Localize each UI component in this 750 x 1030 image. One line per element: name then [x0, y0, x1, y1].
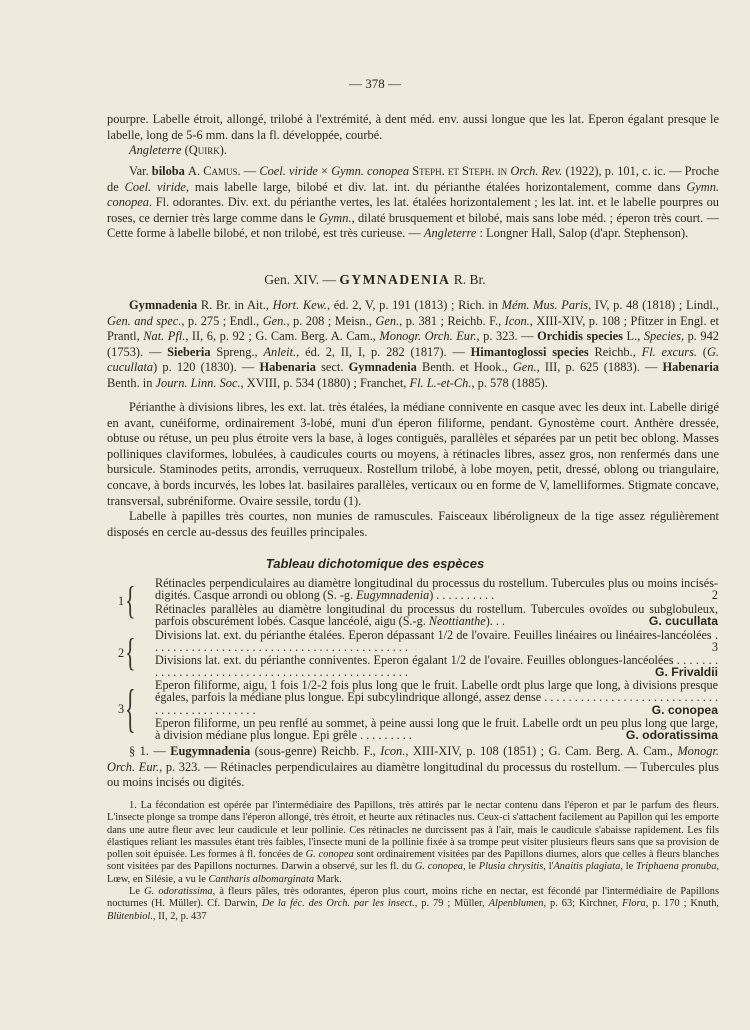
key-title: Tableau dichotomique des espèces — [265, 556, 485, 571]
key-lead-destination: G. cucullata — [648, 614, 718, 629]
description-paragraph — [107, 400, 719, 540]
key-lead-leader: ) . . . . . . . . . . — [429, 588, 495, 603]
footnote-2-run: , p. 170 ; Knuth, — [645, 898, 719, 910]
synonymy-run: Habenaria — [662, 360, 719, 375]
footnote-2 — [107, 886, 719, 923]
footnote-2-run: Le — [129, 886, 145, 898]
footnote-2-run: Blütenbiol. — [107, 910, 153, 922]
synonymy-run: Gymnadenia — [129, 298, 198, 312]
synonymy-run: Gymnadenia — [348, 360, 417, 375]
footnote-1-run: , Lœw, en Silésie, a vu le — [107, 861, 720, 885]
synonymy-run: Habenaria — [259, 360, 316, 375]
description-text-2: Labelle à papilles très courtes, non munies de ramuscules. Faisceaux libéroligneux de la tige assez régulièrement disposés en cercle au-dessus des feuilles principales. — [107, 509, 719, 539]
key-lead — [155, 629, 718, 654]
synonymy-run: , p. 323. — — [476, 329, 538, 344]
key-lead-text: Rétinacles perpendiculaires au diamètre longitudinal du processus du rostellum. Tubercules plus ou moins incisés-digités. Casque arrondi ou oblong (S. -g. — [155, 576, 718, 603]
synonymy-run: Gen. — [262, 313, 287, 328]
synonymy-run: Himantoglossi species — [470, 344, 589, 359]
key-lead-destination: G. Frivaldii — [655, 665, 718, 680]
footnote-1-run: Anaitis plagiata — [553, 861, 621, 873]
footnote-1-run: G. conopea — [305, 849, 354, 861]
synonymy-run: ( — [696, 344, 707, 359]
key-lead-subgenus: Eugymnadenia — [356, 588, 430, 603]
synonymy-run: L., — [623, 329, 644, 344]
footnote-1-run: , le — [463, 861, 479, 873]
synonymy-run: Gen. — [512, 360, 537, 375]
key-lead-text: Eperon filiforme, un peu renflé au sommet, à peine aussi long que le fruit. Labelle ordt un peu plus long que large, à division médiane plus longue. Epi grêle . . . . . . . . . — [155, 716, 718, 743]
key-lead-subgenus: Neottianthe — [428, 614, 486, 629]
key-lead — [155, 717, 718, 742]
footnote-1-run: Triphaena pronuba — [636, 861, 717, 873]
key-brace: { — [125, 577, 136, 623]
key-lead — [155, 577, 718, 602]
key-lead-text: Eperon filiforme, aigu, 1 fois 1/2-2 fois plus long que le fruit. Labelle ordt plus large que long, à divisions presque égales, parfois la médiane plus longue. Epi subcylindrique allongé, assez dense . . . . . . . . . . . . . . . . . . . . . . . . . . . . . . . . . . . . . . . . . . . . . . — [155, 678, 718, 717]
footnote-1-run: , l' — [543, 861, 554, 873]
synonymy-run: , p. 578 (1885). — [471, 375, 548, 390]
synonymy-run: , IV, p. 48 (1818) ; Lindl., — [588, 298, 719, 312]
synonymy-run: , III, p. 625 (1883). — — [536, 360, 663, 375]
footnote-2-run: G. odoratissima — [144, 886, 213, 898]
section-run: (sous-genre) Reichb. F., — [250, 744, 381, 758]
footnote-2-run: Flora — [622, 898, 646, 910]
key-lead-leader: ). . . — [485, 614, 505, 629]
footnote-2-run: Alpenblumen — [488, 898, 544, 910]
footnote-2-run: , p. 79 ; Müller, — [414, 898, 489, 910]
synonymy-run: , XIII-XIV, p. 108 ; Pfitzer in Engl. et Prantl, — [107, 313, 719, 344]
synonymy-run: Gen. — [375, 313, 400, 328]
synonymy-run: Species — [643, 329, 681, 344]
key-lead-text: Divisions lat. ext. du périanthe conniventes. Eperon égalant 1/2 de l'ovaire. Feuilles oblongues-lancéolées . . . . . . . . . . . . . . . . . . . . . . . . . . . . . . . . . . . . . . . . . . . . . . . . . — [155, 653, 718, 680]
synonymy-run: Orchidis species — [537, 329, 623, 344]
key-couplet-number: 1 — [117, 594, 125, 608]
synonymy-run: Anleit. — [263, 344, 297, 359]
footnote-1-run: Mark. — [314, 873, 342, 885]
key-lead-destination: 3 — [711, 640, 718, 655]
synonymy-run: Fl. L.-et-Ch. — [409, 375, 472, 390]
intro-distribution: Angleterre (Quirk). — [129, 143, 227, 158]
synonymy-run: Fl. excurs. — [641, 344, 697, 359]
section-run: Eugymnadenia — [170, 744, 251, 758]
key-lead-destination: G. odoratissima — [625, 728, 718, 743]
footnote-1-run: 1. La fécondation est opérée par l'intermédiaire des Papillons, très attirés par le nectar contenu dans l'éperon et par le parfum des fleurs. L'insecte plonge sa trompe dans l'éperon allongé, très étroit, et heurte aux rétinacles nus. Ceux-ci s'attachent facilement au Papillon qui les emporte dans une autre fleur avec leur caudicule et leur pollinie. Ces rétinacles ne durcissent pas à l'air, mais le caudicule s'abaisse rapidement. Les fils élastiques reliant les massules étant très faibles, l'insecte muni de la pollinie fixée à sa trompe peut visiter plusieurs fleurs sans que sa provision de pollen soit épuisée. Les formes à fl. foncées de — [107, 800, 719, 861]
footnotes — [107, 800, 719, 923]
section-run: § 1. — — [129, 744, 171, 758]
footnote-2-run: , à fleurs pâles, très odorantes, éperon plus court, moins riche en nectar, est fécondé par l'intermédiaire de Papillons nocturnes (H. Müller). Cf. Darwin, — [107, 886, 719, 910]
key-brace: { — [125, 629, 136, 675]
key-couplet-number: 2 — [117, 646, 125, 660]
synonymy-paragraph — [107, 298, 719, 392]
intro-paragraph — [107, 112, 719, 159]
footnote-1 — [107, 800, 719, 886]
synonymy-text — [107, 298, 719, 392]
subgenus-text — [107, 744, 719, 791]
key-lead — [155, 654, 718, 679]
synonymy-run: , p. 208 ; Meisn., — [286, 313, 376, 328]
synonymy-run: R. Br. in Ait., — [197, 298, 273, 312]
synonymy-run: ) p. 120 (1830). — — [153, 360, 260, 375]
synonymy-run: , XVIII, p. 534 (1880) ; Franchet, — [240, 375, 410, 390]
synonymy-run: Benth. et Hook., — [416, 360, 513, 375]
synonymy-run: Journ. Linn. Soc. — [155, 375, 241, 390]
footnote-2-run: , p. 63; Kirchner, — [543, 898, 623, 910]
synonymy-run: Benth. in — [107, 375, 156, 390]
key-brace: { — [125, 677, 136, 738]
variety-paragraph — [107, 164, 719, 242]
key-lead — [155, 679, 718, 716]
section-run: Monogr. Orch. Eur. — [107, 744, 720, 774]
section-run: , XIII-XIV, p. 108 (1851) ; G. Cam. Berg. A. Cam., — [405, 744, 678, 758]
synonymy-run: G. cucullata — [107, 344, 719, 375]
synonymy-run: Sieberia — [167, 344, 211, 359]
footnote-2-run: , II, 2, p. 437 — [152, 910, 207, 922]
key-lead — [155, 603, 718, 628]
synonymy-run: Icon. — [504, 313, 530, 328]
synonymy-run: , p. 381 ; Reichb. F., — [399, 313, 505, 328]
synonymy-run: Mém. Mus. Paris — [501, 298, 589, 312]
key-lead-destination: 2 — [711, 588, 718, 603]
key-lead-text: Divisions lat. ext. du périanthe étalées. Eperon dépassant 1/2 de l'ovaire. Feuilles linéaires ou linéaires-lancéolées . . . . . . . . . . . . . . . . . . . . . . . . . . . . . . . . . . . . . . . . . . . — [155, 628, 718, 655]
synonymy-run: Gen. and spec. — [107, 313, 182, 328]
variety-text: Var. biloba A. Camus. — Coel. viride × Gymn. conopea Steph. et Steph. in Orch. Rev. (1922), p. 101, c. ic. — Proche de Coel. viride, mais labelle large, bilobé et div. lat. int. du périanthe étalées horizontalement, comme dans Gymn. conopea. Fl. odorantes. Div. ext. du périanthe vertes, les lat. étalées horizontalement ; les lat. int. et le labelle pourpres ou roses, ce dernier très large comme dans le Gymn., dilaté brusquement et bilobé, mais sans lobe méd. ; éperon très court. — Cette forme à labelle bilobé, et non trilobé, est très curieuse. — Angleterre : Longner Hall, Salop (d'apr. Stephenson). — [107, 164, 720, 241]
synonymy-run: Spreng., — [210, 344, 264, 359]
section-run: , p. 323. — Rétinacles perpendiculaires au diamètre longitudinal du processus du rostellum. — Tubercules plus ou moins incisés ou digités. — [107, 759, 720, 790]
page-number: — 378 — — [349, 76, 401, 91]
synonymy-run: , éd. 2, V, p. 191 (1813) ; Rich. in — [327, 298, 502, 312]
footnote-2-run: De la féc. des Orch. par les insect. — [261, 898, 415, 910]
description-text: Périanthe à divisions libres, les ext. lat. très étalées, la médiane connivente en casque avec les deux int. Labelle dirigé en avant, cunéiforme, ordinairement 3-lobé, muni d'un éperon filiforme, pendant. Gynostème court. Anthère dressée, obtuse ou rétuse, un peu plus étroite vers la base, à loges contiguës, parallèles et séparées par un petit bec oblong. Masses polliniques claviformes, lobulées, à caudicules courts ou moyens, à rétinacles libres, assez gros, non renfermés dans une bursicule. Staminodes petits, arrondis, verruqueux. Rostellum trilobé, à lobe moyen, petit, dressé, oblong ou triangulaire, concave, à bords incurvés, les lobes lat. basilaires parallèles, verticaux ou en forme de V, lamelliformes. Stigmate concave, transversal, subréniforme. Ovaire sessile, tordu (1). — [107, 400, 719, 508]
subgenus-paragraph — [107, 744, 719, 791]
key-couplet-number: 3 — [117, 702, 125, 716]
key-lead-text: Rétinacles parallèles au diamètre longitudinal du processus du rostellum. Tubercules ovoïdes ou subglobuleux, parfois obscurément lobés. Casque lancéolé, aigu (S.-g. — [155, 602, 718, 629]
synonymy-run: Monogr. Orch. Eur. — [379, 329, 477, 344]
synonymy-run: Reichb., — [588, 344, 642, 359]
synonymy-run: , II, 6, p. 92 ; G. Cam. Berg. A. Cam., — [185, 329, 380, 344]
footnote-1-run: G. conopea — [414, 861, 464, 873]
synonymy-run: , p. 942 (1753). — — [107, 329, 719, 359]
genus-heading: Gen. XIV. — GYMNADENIA R. Br. — [264, 272, 486, 287]
section-run: Icon. — [380, 744, 406, 758]
synonymy-run: , p. 275 ; Endl., — [181, 313, 263, 328]
synonymy-run: , éd. 2, II, I, p. 282 (1817). — — [296, 344, 471, 359]
synonymy-run: Hort. Kew. — [272, 298, 328, 312]
synonymy-run: sect. — [315, 360, 349, 375]
footnote-1-run: Plusia chrysitis — [478, 861, 544, 873]
dichotomous-key — [107, 576, 719, 743]
intro-text: pourpre. Labelle étroit, allongé, trilobé à l'extrémité, à dent méd. env. aussi longue que les lat. Eperon égalant presque le labelle, long de 5-6 mm. dans la fl. développée, courbé. — [107, 112, 719, 142]
synonymy-run: Nat. Pfl. — [143, 329, 186, 344]
key-lead-destination: G. conopea — [651, 702, 718, 717]
footnote-1-run: , le — [620, 861, 637, 873]
footnote-1-run: Cantharis albomarginata — [208, 873, 315, 885]
footnote-1-run: sont ordinairement visitées par des Papillons diurnes, alors que celles à fleurs blanches sont visitées par des Papillons nocturnes. Darwin a observé, sur les fl. du — [107, 849, 719, 873]
